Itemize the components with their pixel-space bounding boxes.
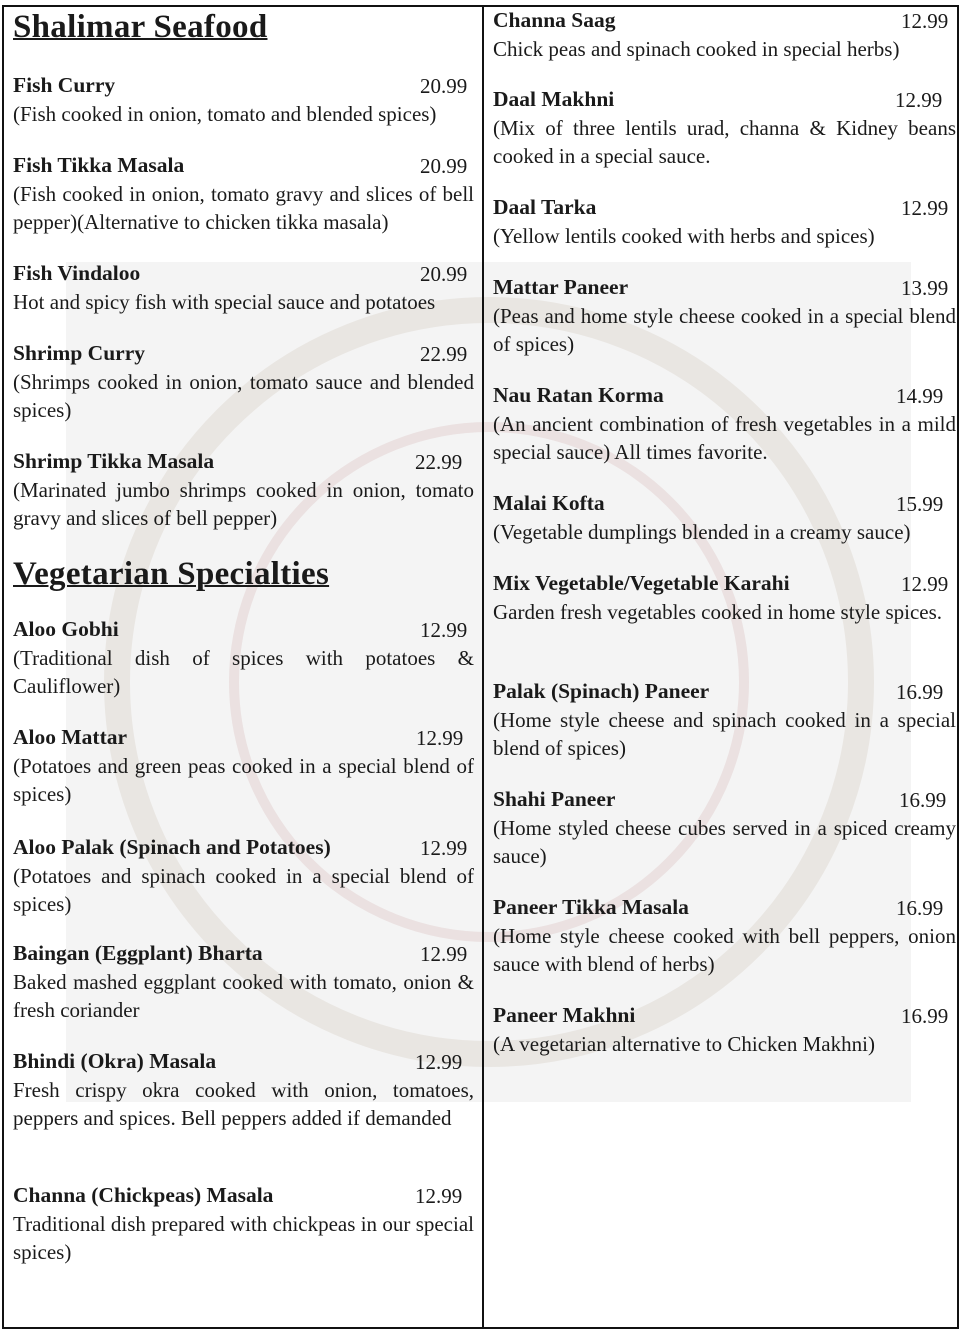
item-name: Fish Vindaloo bbox=[13, 261, 141, 285]
item-name: Aloo Palak (Spinach and Potatoes) bbox=[13, 835, 331, 859]
item-price: 16.99 bbox=[901, 1004, 949, 1028]
item-name: Mattar Paneer bbox=[493, 275, 629, 299]
item-description: (Marinated jumbo shrimps cooked in onion, tomato gravy and slices of bell pepper) bbox=[13, 478, 474, 530]
item-name: Bhindi (Okra) Masala bbox=[13, 1049, 217, 1073]
item-name: Aloo Gobhi bbox=[13, 617, 119, 641]
menu-item bbox=[13, 835, 474, 918]
item-name: Channa (Chickpeas) Masala bbox=[13, 1183, 274, 1207]
item-description: Baked mashed eggplant cooked with tomato, onion & fresh coriander bbox=[13, 970, 474, 1022]
item-description: (Home style cheese cooked with bell peppers, onion sauce with blend of herbs) bbox=[493, 924, 956, 976]
item-price: 12.99 bbox=[420, 942, 468, 966]
item-description: (Fish cooked in onion, tomato and blended spices) bbox=[13, 102, 437, 126]
item-description: Fresh crispy okra cooked with onion, tomatoes, peppers and spices. Bell peppers added if demanded bbox=[13, 1078, 474, 1130]
menu-item bbox=[13, 1049, 474, 1132]
vegetarian-section-title: Vegetarian Specialties bbox=[13, 556, 330, 592]
menu-item bbox=[13, 941, 474, 1024]
menu-item bbox=[13, 449, 474, 532]
item-price: 12.99 bbox=[420, 836, 468, 860]
menu-item bbox=[493, 1003, 956, 1058]
menu-page bbox=[2, 5, 959, 1329]
item-name: Aloo Mattar bbox=[13, 725, 128, 749]
item-price: 22.99 bbox=[420, 342, 468, 366]
menu-item bbox=[493, 679, 956, 762]
menu-item bbox=[13, 617, 474, 700]
item-price: 12.99 bbox=[901, 196, 949, 220]
item-description: (Mix of three lentils urad, channa & Kidney beans cooked in a special sauce. bbox=[493, 116, 956, 168]
item-name: Paneer Makhni bbox=[493, 1003, 636, 1027]
item-description: (A vegetarian alternative to Chicken Makhni) bbox=[493, 1032, 875, 1056]
menu-item bbox=[493, 491, 956, 546]
item-price: 13.99 bbox=[901, 276, 949, 300]
menu-item bbox=[493, 787, 956, 870]
item-name: Channa Saag bbox=[493, 8, 616, 32]
item-description: (Traditional dish of spices with potatoes & Cauliflower) bbox=[13, 646, 474, 698]
menu-item bbox=[493, 895, 956, 978]
item-price: 16.99 bbox=[896, 680, 944, 704]
item-price: 14.99 bbox=[896, 384, 944, 408]
item-description: (Peas and home style cheese cooked in a special blend of spices) bbox=[493, 304, 956, 356]
item-price: 12.99 bbox=[901, 572, 949, 596]
item-description: Garden fresh vegetables cooked in home style spices. bbox=[493, 600, 943, 624]
item-description: Traditional dish prepared with chickpeas in our special spices) bbox=[13, 1212, 474, 1264]
item-price: 12.99 bbox=[420, 618, 468, 642]
item-name: Fish Curry bbox=[13, 73, 116, 97]
item-price: 12.99 bbox=[416, 726, 464, 750]
item-price: 20.99 bbox=[420, 74, 468, 98]
seafood-section-title: Shalimar Seafood bbox=[13, 9, 268, 45]
menu-item bbox=[493, 87, 956, 170]
item-name: Shrimp Tikka Masala bbox=[13, 449, 215, 473]
item-name: Malai Kofta bbox=[493, 491, 605, 515]
item-price: 12.99 bbox=[895, 88, 943, 112]
item-name: Daal Makhni bbox=[493, 87, 615, 111]
menu-item bbox=[13, 73, 474, 128]
menu-item bbox=[493, 8, 956, 63]
item-name: Palak (Spinach) Paneer bbox=[493, 679, 710, 703]
item-price: 20.99 bbox=[420, 154, 468, 178]
item-price: 20.99 bbox=[420, 262, 468, 286]
item-name: Paneer Tikka Masala bbox=[493, 895, 689, 919]
item-name: Fish Tikka Masala bbox=[13, 153, 185, 177]
item-price: 12.99 bbox=[901, 9, 949, 33]
item-price: 15.99 bbox=[896, 492, 944, 516]
item-description: (Home styled cheese cubes served in a spiced creamy sauce) bbox=[493, 816, 956, 868]
menu-item bbox=[13, 1183, 474, 1266]
item-price: 16.99 bbox=[899, 788, 947, 812]
menu-item bbox=[13, 261, 474, 316]
item-description: (Potatoes and green peas cooked in a special blend of spices) bbox=[13, 754, 474, 806]
menu-item bbox=[493, 383, 956, 466]
item-price: 12.99 bbox=[415, 1050, 463, 1074]
menu-item bbox=[13, 341, 474, 424]
item-price: 16.99 bbox=[896, 896, 944, 920]
item-name: Shahi Paneer bbox=[493, 787, 616, 811]
menu-item bbox=[13, 725, 474, 808]
item-description: Hot and spicy fish with special sauce and potatoes bbox=[13, 290, 436, 314]
item-description: (Yellow lentils cooked with herbs and spices) bbox=[493, 224, 875, 248]
item-description: (Home style cheese and spinach cooked in a special blend of spices) bbox=[493, 708, 956, 760]
item-price: 22.99 bbox=[415, 450, 463, 474]
item-description: Chick peas and spinach cooked in special herbs) bbox=[493, 37, 900, 61]
item-description: (An ancient combination of fresh vegetables in a mild special sauce) All times favorite. bbox=[493, 412, 956, 464]
menu-item bbox=[493, 571, 956, 626]
item-name: Mix Vegetable/Vegetable Karahi bbox=[493, 571, 790, 595]
menu-item bbox=[13, 153, 474, 236]
menu-item bbox=[493, 195, 956, 250]
item-name: Shrimp Curry bbox=[13, 341, 145, 365]
item-description: (Potatoes and spinach cooked in a special blend of spices) bbox=[13, 864, 474, 916]
menu-item bbox=[493, 275, 956, 358]
column-divider bbox=[482, 7, 484, 1327]
item-price: 12.99 bbox=[415, 1184, 463, 1208]
item-description: (Vegetable dumplings blended in a creamy sauce) bbox=[493, 520, 911, 544]
item-name: Nau Ratan Korma bbox=[493, 383, 664, 407]
item-name: Baingan (Eggplant) Bharta bbox=[13, 941, 263, 965]
item-name: Daal Tarka bbox=[493, 195, 597, 219]
item-description: (Fish cooked in onion, tomato gravy and slices of bell pepper)(Alternative to chicken tikka masala) bbox=[13, 182, 474, 234]
item-description: (Shrimps cooked in onion, tomato sauce and blended spices) bbox=[13, 370, 474, 422]
